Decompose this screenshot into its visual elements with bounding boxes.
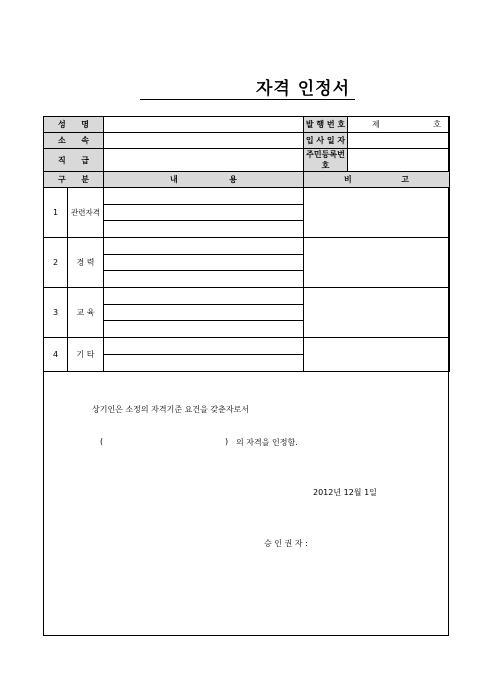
issue-date: 2012년 12월 1일 [313,488,377,497]
statement-line-1: 상기인은 소정의 자격기준 요건을 갖춘자로서 [92,405,250,414]
position-label: 직 급 [44,149,104,172]
section-1-content-line[interactable] [104,188,304,205]
approver-label: 승 인 권 자 : [264,539,308,548]
category-header: 구 분 [44,172,104,188]
section-4-row [44,338,450,355]
section-1-label: 관련자격 [68,188,104,238]
section-2-row [44,238,450,255]
position-row [44,149,450,172]
section-3-label: 교 육 [68,288,104,338]
section-3-content-line[interactable] [104,321,304,338]
section-3-content-line[interactable] [104,304,304,321]
name-label: 성 명 [44,117,104,133]
resident-number-label: 주민등록번호 [304,149,348,172]
document-title: 자격 인정서 [256,79,351,99]
name-row [44,117,450,133]
department-row [44,133,450,149]
issue-number-label: 발 행 번 호 [304,117,348,133]
issue-suffix: 호 [433,120,441,129]
section-1-row [44,188,450,205]
section-1-remarks[interactable] [304,188,450,238]
section-3-number: 3 [44,288,68,338]
remarks-header: 비 고 [304,172,450,188]
issue-prefix: 제 [372,120,380,129]
section-4-content-line[interactable] [104,338,304,355]
section-2-label: 경 력 [68,238,104,288]
section-2-content-line[interactable] [104,271,304,288]
department-label: 소 속 [44,133,104,149]
section-4-label: 기 타 [68,338,104,372]
section-1-content-line[interactable] [104,204,304,221]
statement-line-2: 의 자격을 인정함. [236,438,298,447]
hire-date-label: 입 사 일 자 [304,133,348,149]
section-3-row [44,288,450,305]
department-field[interactable] [104,133,304,149]
section-3-remarks[interactable] [304,288,450,338]
section-1-content-line[interactable] [104,221,304,238]
section-4-content-line[interactable] [104,355,304,372]
column-header-row [44,172,450,188]
hire-date-field[interactable] [348,133,450,149]
paren-open: ( [100,437,104,446]
paren-close: ) [225,437,229,446]
section-2-remarks[interactable] [304,238,450,288]
name-field[interactable] [104,117,304,133]
section-4-remarks[interactable] [304,338,450,372]
issue-number-field[interactable] [348,117,450,133]
content-header: 내 용 [104,172,304,188]
section-3-content-line[interactable] [104,288,304,305]
section-1-number: 1 [44,188,68,238]
section-2-content-line[interactable] [104,238,304,255]
section-2-content-line[interactable] [104,254,304,271]
title-underline [140,99,355,100]
info-table [43,116,450,372]
section-2-number: 2 [44,238,68,288]
section-4-number: 4 [44,338,68,372]
position-field[interactable] [104,149,304,172]
resident-number-field[interactable] [348,149,450,172]
